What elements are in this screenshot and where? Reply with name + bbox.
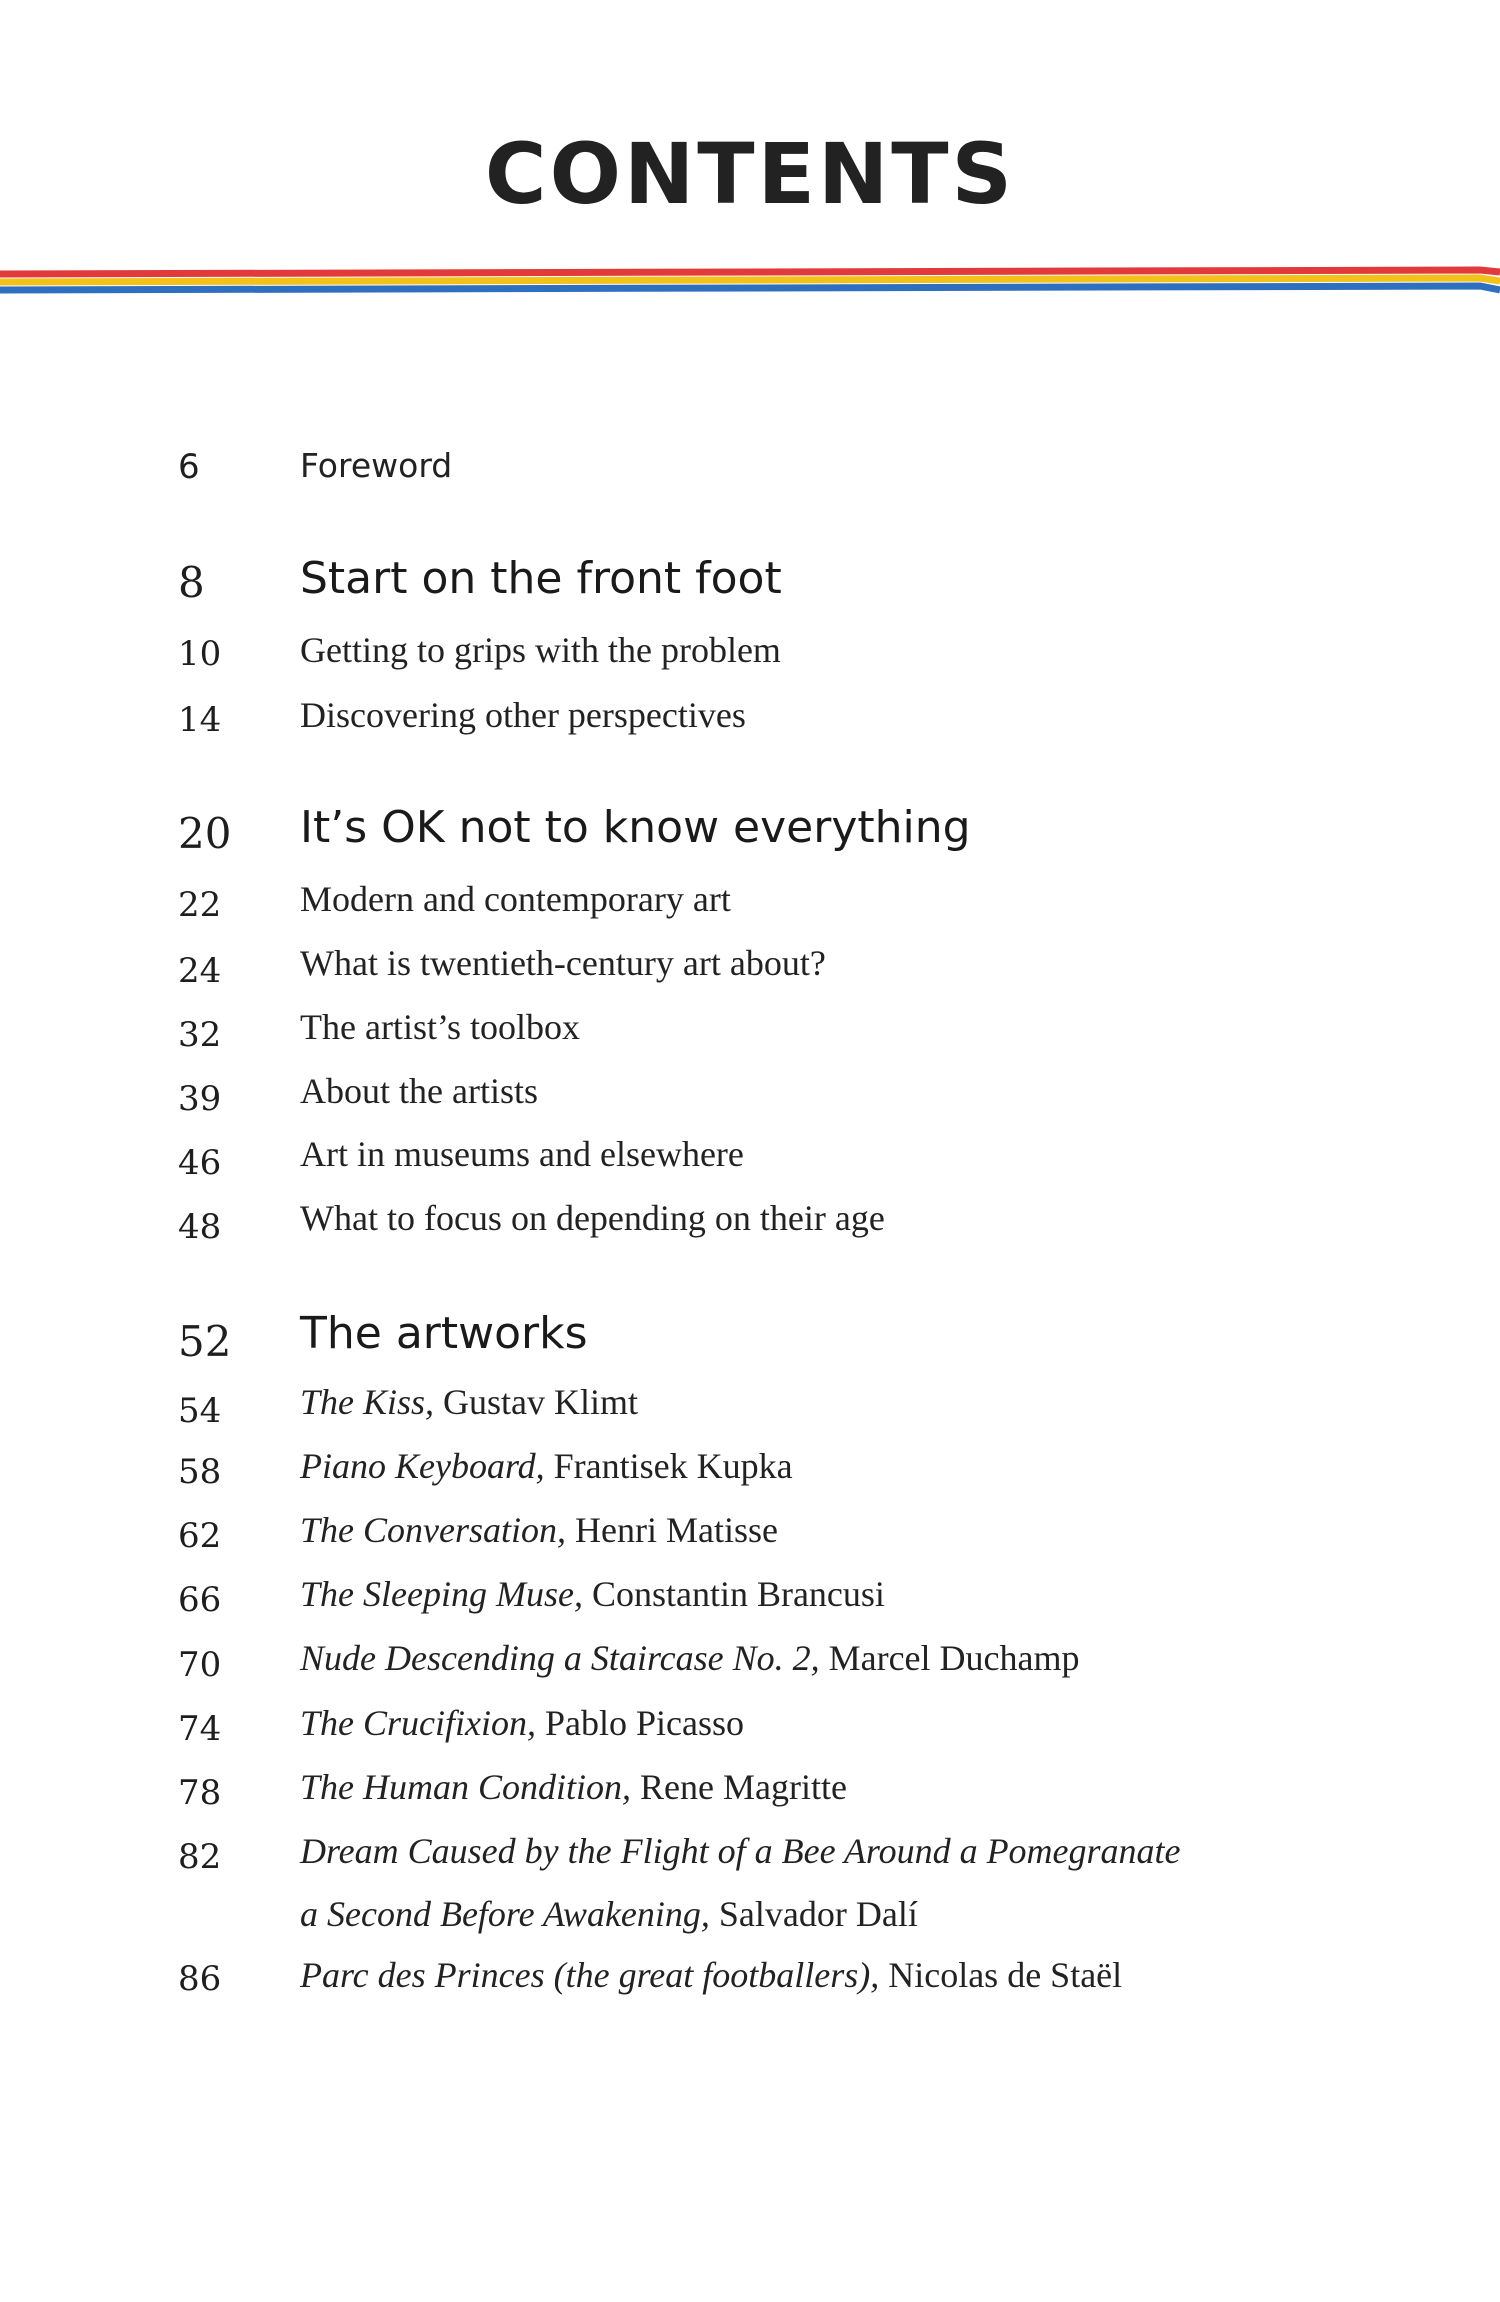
- toc-page-number: 78: [178, 1773, 222, 1813]
- artwork-title: Parc des Princes (the great footballers),: [300, 1955, 880, 1995]
- toc-entry[interactable]: The artist’s toolbox: [300, 1007, 580, 1047]
- toc-section-heading[interactable]: It’s OK not to know everything: [300, 802, 971, 853]
- blue-stripe: [0, 286, 1500, 290]
- toc-entry[interactable]: What to focus on depending on their age: [300, 1198, 885, 1238]
- toc-page-number: 8: [178, 558, 205, 607]
- toc-entry[interactable]: Art in museums and elsewhere: [300, 1134, 744, 1174]
- toc-entry-continuation[interactable]: [300, 1896, 918, 1932]
- toc-page-number: 39: [178, 1079, 222, 1119]
- toc-entry[interactable]: [300, 1576, 885, 1612]
- toc-entry[interactable]: [300, 1448, 793, 1484]
- toc-page-number: 62: [178, 1516, 222, 1556]
- artist-name: Rene Magritte: [640, 1767, 847, 1807]
- artist-name: Henri Matisse: [575, 1510, 778, 1550]
- artwork-title: Piano Keyboard,: [300, 1446, 545, 1486]
- toc-entry[interactable]: Modern and contemporary art: [300, 879, 731, 919]
- toc-page-number: 14: [178, 700, 222, 740]
- toc-entry[interactable]: [300, 1640, 1080, 1676]
- toc-entry[interactable]: Getting to grips with the problem: [300, 630, 781, 670]
- artwork-title: The Crucifixion,: [300, 1703, 536, 1743]
- toc-page-number: 22: [178, 885, 222, 925]
- toc-page-number: 10: [178, 634, 222, 674]
- tricolor-stripes: [0, 262, 1500, 312]
- toc-page-number: 52: [178, 1317, 232, 1366]
- artwork-title: a Second Before Awakening,: [300, 1894, 710, 1934]
- artwork-title: The Human Condition,: [300, 1767, 632, 1807]
- artist-name: Nicolas de Staël: [888, 1955, 1123, 1995]
- toc-entry[interactable]: [300, 1384, 638, 1420]
- artwork-title: Dream Caused by the Flight of a Bee Around a Pomegranate: [300, 1831, 1181, 1871]
- toc-entry[interactable]: [300, 1705, 744, 1741]
- toc-page-number: 86: [178, 1959, 222, 1999]
- toc-entry[interactable]: [300, 1512, 778, 1548]
- artist-name: Pablo Picasso: [545, 1703, 745, 1743]
- toc-section-heading[interactable]: The artworks: [300, 1308, 588, 1359]
- toc-entry[interactable]: About the artists: [300, 1071, 538, 1111]
- toc-page-number: 66: [178, 1580, 222, 1620]
- artist-name: Constantin Brancusi: [591, 1574, 885, 1614]
- toc-page-number: 58: [178, 1452, 222, 1492]
- artwork-title: The Kiss,: [300, 1382, 435, 1422]
- yellow-stripe: [0, 278, 1500, 282]
- artist-name: Frantisek Kupka: [553, 1446, 793, 1486]
- page-title: CONTENTS: [484, 125, 1016, 223]
- toc-entry[interactable]: Discovering other perspectives: [300, 695, 746, 735]
- artist-name: Gustav Klimt: [443, 1382, 639, 1422]
- toc-section-heading[interactable]: Start on the front foot: [300, 553, 782, 604]
- artwork-title: The Conversation,: [300, 1510, 566, 1550]
- toc-page-number: 70: [178, 1645, 222, 1685]
- toc-entry[interactable]: What is twentieth-century art about?: [300, 943, 826, 983]
- toc-page-number: 82: [178, 1837, 222, 1877]
- toc-page-number: 46: [178, 1143, 222, 1183]
- toc-entry[interactable]: [300, 1833, 1181, 1869]
- artist-name: Marcel Duchamp: [828, 1638, 1080, 1678]
- toc-page-number: 6: [178, 447, 200, 487]
- toc-entry[interactable]: [300, 1769, 847, 1805]
- toc-page-number: 24: [178, 951, 222, 991]
- toc-page-number: 74: [178, 1709, 222, 1749]
- toc-page-number: 54: [178, 1391, 222, 1431]
- red-stripe: [0, 270, 1500, 274]
- toc-entry[interactable]: [300, 1957, 1122, 1993]
- artist-name: Salvador Dalí: [718, 1894, 918, 1934]
- toc-page-number: 32: [178, 1015, 222, 1055]
- artwork-title: Nude Descending a Staircase No. 2,: [300, 1638, 820, 1678]
- toc-page-number: 48: [178, 1207, 222, 1247]
- toc-page-number: 20: [178, 809, 232, 858]
- artwork-title: The Sleeping Muse,: [300, 1574, 583, 1614]
- toc-entry-foreword[interactable]: Foreword: [300, 446, 453, 485]
